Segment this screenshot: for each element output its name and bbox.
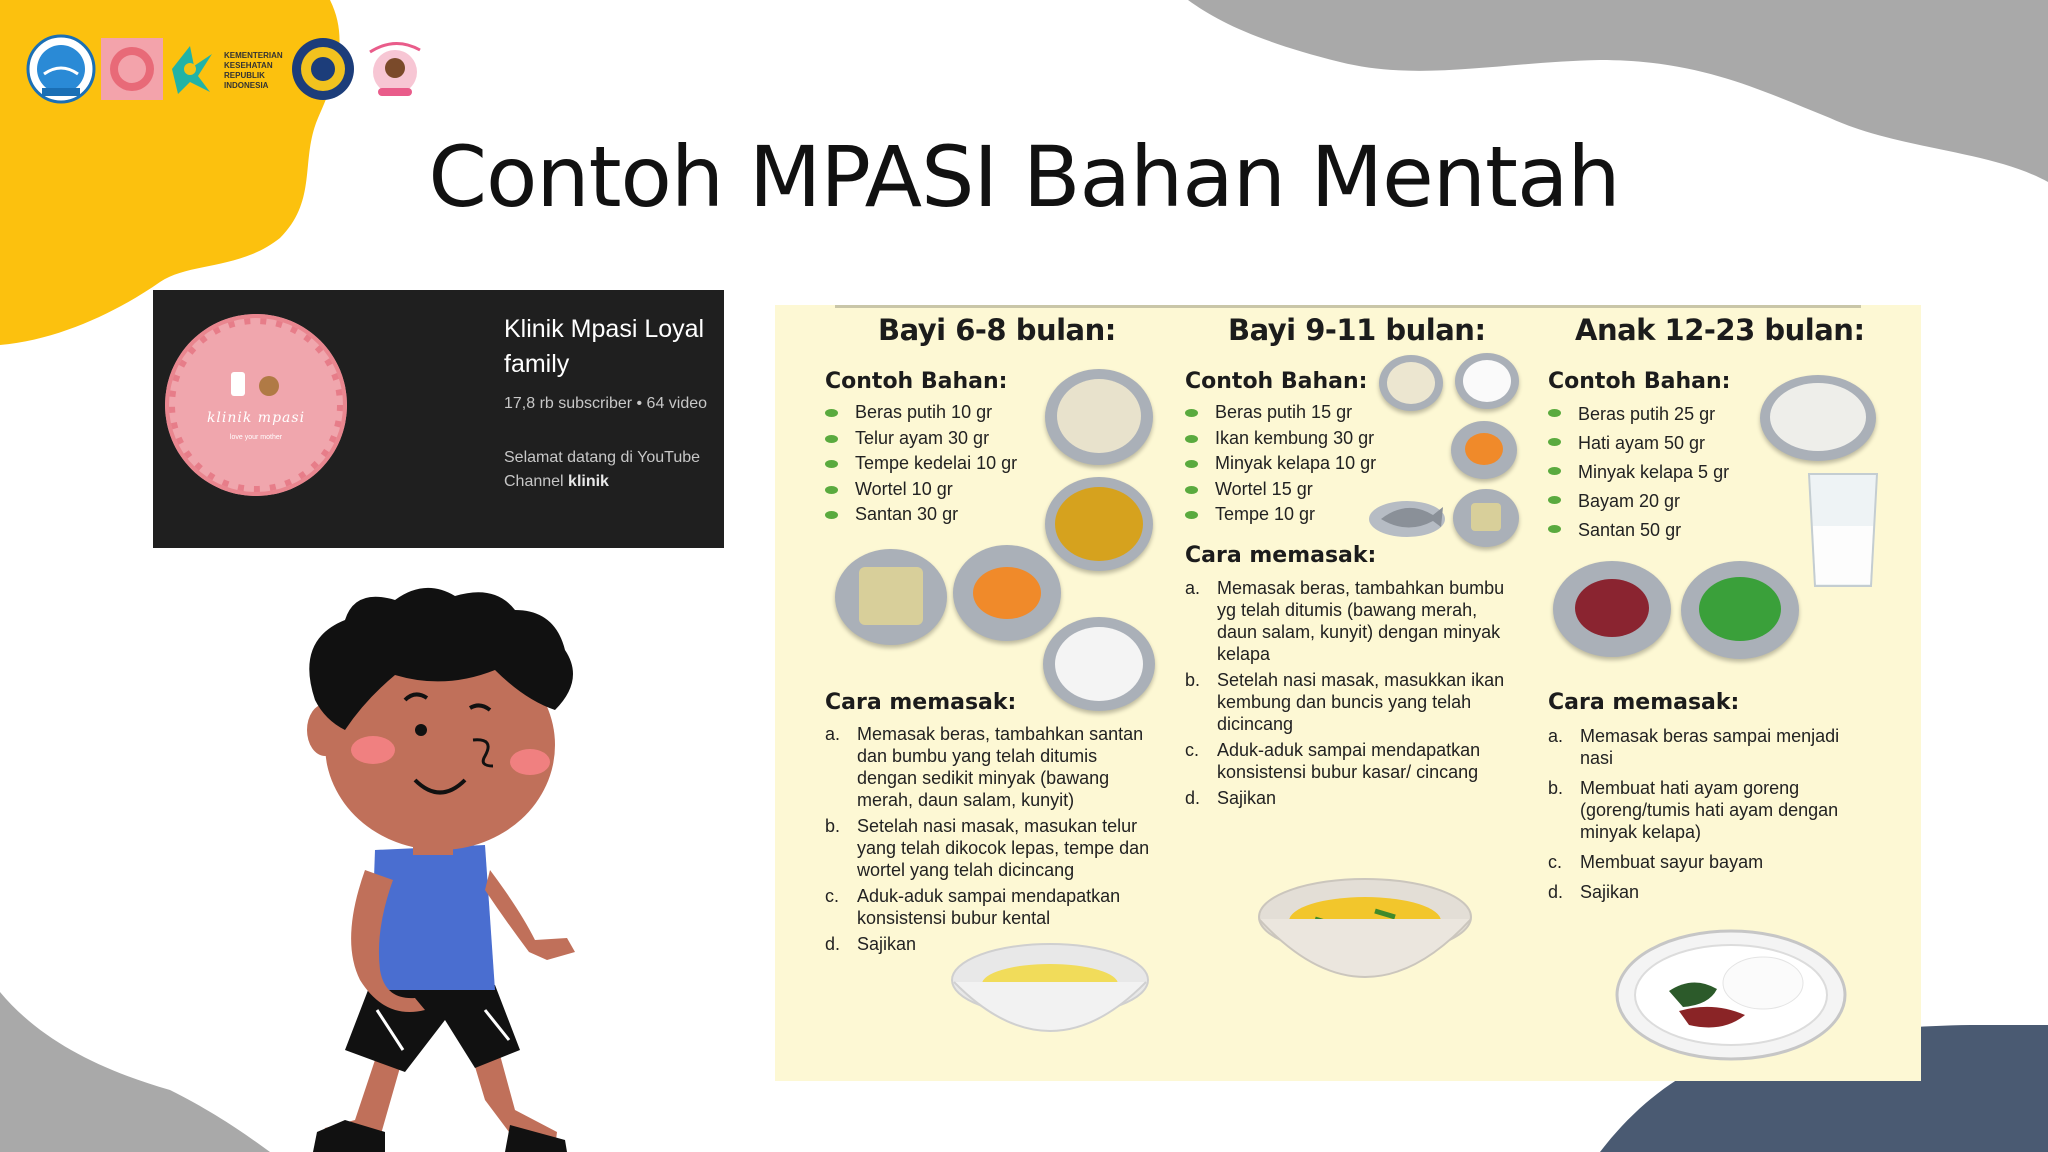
porridge-bowl-6-8-icon [950,940,1150,1060]
persagi-pangan-logo-icon [26,34,96,104]
logo-kemenkes [168,34,288,104]
porridge-bowl-9-11-icon [1255,875,1475,1009]
avatar-subtext: love your mother [229,434,283,441]
list-item: Telur ayam 30 gr [825,426,1065,452]
list-item: Tempe kedelai 10 gr [825,451,1065,477]
steps-list-6-8 [825,723,1150,959]
leaf-bullet-icon [825,511,838,519]
logo-stunting [362,34,428,104]
column-heading-9-11: Bayi 9-11 bulan: [1228,313,1486,347]
list-item: Wortel 15 gr [1185,477,1425,503]
steps-title-6-8: Cara memasak: [825,690,1017,715]
leaf-bullet-icon [825,486,838,494]
list-item: Ikan kembung 30 gr [1185,426,1425,452]
youtube-channel-card[interactable] [153,290,724,548]
steps-title-12-23: Cara memasak: [1548,690,1740,715]
channel-name[interactable]: Klinik Mpasi Loyal family [504,315,705,378]
coconut-milk-bowl-icon [1045,477,1153,571]
channel-stats: 17,8 rb subscriber • 64 video [504,395,708,412]
leaf-bullet-icon [1548,438,1561,446]
list-item: b. Membuat hati ayam goreng (goreng/tumis hati ayam dengan minyak kelapa) [1548,778,1839,842]
column-heading-6-8: Bayi 6-8 bulan: [878,313,1116,347]
list-item: Santan 30 gr [825,502,1065,528]
tempe-dish-icon [1453,489,1519,547]
list-item: a. Memasak beras sampai menjadi nasi [1548,726,1840,768]
mackerel-fish-icon [1367,493,1447,541]
list-item: a. Memasak beras, tambahkan santan dan bumbu yang telah ditumis dengan sedikit minyak (bawang merah, daun salam, kunyit) [825,724,1144,810]
list-item: Wortel 10 gr [825,477,1065,503]
stunting-campaign-logo-icon [362,34,428,104]
list-item: Bayam 20 gr [1548,487,1778,516]
logo-persagi [26,34,96,104]
tempe-plate-icon [835,549,947,645]
walking-boy-illustration-icon [285,580,605,1152]
list-item: Minyak kelapa 5 gr [1548,458,1778,487]
svg-text:KEMENTERIAN: KEMENTERIAN [224,51,283,60]
leaf-bullet-icon [825,460,838,468]
logo-klinik-mpasi [101,34,163,104]
list-item: Beras putih 25 gr [1548,400,1778,429]
ingredients-title-9-11: Contoh Bahan: [1185,369,1368,394]
chicken-liver-plate-icon [1553,561,1671,657]
carrot-dish-icon [1451,421,1517,479]
steps-list-9-11 [1185,577,1510,813]
list-item: Hati ayam 50 gr [1548,429,1778,458]
column-heading-12-23: Anak 12-23 bulan: [1575,313,1865,347]
ingredients-title-6-8: Contoh Bahan: [825,369,1008,394]
list-item: b. Setelah nasi masak, masukan telur yang telah dikocok lepas, tempe dan wortel yang telah dicincang [825,816,1150,880]
rice-plate-icon [1045,369,1153,465]
leaf-bullet-icon [1185,486,1198,494]
logo-unair [290,34,356,104]
list-item: d. Sajikan [1185,788,1277,808]
unair-seal-logo-icon [290,36,356,102]
list-item: Beras putih 15 gr [1185,400,1425,426]
leaf-bullet-icon [825,409,838,417]
leaf-bullet-icon [1548,525,1561,533]
list-item: c. Membuat sayur bayam [1548,852,1764,872]
list-item: d. Sajikan [825,934,917,954]
carrot-bowl-icon [953,545,1061,641]
ingredients-title-12-23: Contoh Bahan: [1548,369,1731,394]
menu-top-line [835,305,1861,308]
leaf-bullet-icon [1548,467,1561,475]
leaf-bullet-icon [1548,409,1561,417]
leaf-bullet-icon [825,435,838,443]
leaf-bullet-icon [1185,435,1198,443]
channel-description [504,446,714,494]
description-bold: klinik [568,473,609,490]
leaf-bullet-icon [1185,409,1198,417]
svg-text:REPUBLIK: REPUBLIK [224,71,265,80]
list-item: c. Aduk-aduk sampai mendapatkan konsistensi bubur kental [825,886,1121,928]
avatar-decoration-icon [165,314,347,496]
grey-blob-bottom-left [0,992,270,1152]
coconut-oil-dish-icon [1455,353,1519,409]
list-item: d. Sajikan [1548,882,1640,902]
channel-avatar[interactable] [165,314,347,496]
list-item: Tempe 10 gr [1185,502,1425,528]
mpasi-menu-panel [775,305,1921,1081]
list-item: Santan 50 gr [1548,516,1778,545]
list-item: a. Memasak beras, tambahkan bumbu yg telah ditumis (bawang merah, daun salam, kunyit) dengan minyak kelapa [1185,578,1505,664]
ingredients-list-12-23 [1548,400,1778,545]
steps-title-9-11: Cara memasak: [1185,543,1377,568]
leaf-bullet-icon [1548,496,1561,504]
rice-bowl-12-23-icon [1760,375,1876,461]
svg-text:INDONESIA: INDONESIA [224,81,269,90]
description-prefix: Selamat datang di YouTube Channel [504,449,701,490]
slide-title: Contoh MPASI Bahan Mentah [428,128,1620,226]
rice-dish-icon [1379,355,1443,411]
santan-glass-icon [1805,470,1881,590]
served-meal-plate-icon [1613,925,1849,1065]
svg-text:KESEHATAN: KESEHATAN [224,61,273,70]
egg-bowl-icon [1043,617,1155,711]
list-item: Beras putih 10 gr [825,400,1065,426]
list-item: Minyak kelapa 10 gr [1185,451,1425,477]
klinik-mpasi-logo-icon [101,38,163,100]
kemenkes-logo-icon [168,38,288,100]
spinach-plate-icon [1681,561,1799,659]
steps-list-12-23 [1548,725,1873,907]
list-item: c. Aduk-aduk sampai mendapatkan konsistensi bubur kasar/ cincang [1185,740,1481,782]
avatar-text: klinik mpasi [206,410,306,426]
list-item: b. Setelah nasi masak, masukkan ikan kembung dan buncis yang telah dicincang [1185,670,1505,734]
leaf-bullet-icon [1185,460,1198,468]
leaf-bullet-icon [1185,511,1198,519]
ingredients-list-6-8 [825,400,1065,528]
